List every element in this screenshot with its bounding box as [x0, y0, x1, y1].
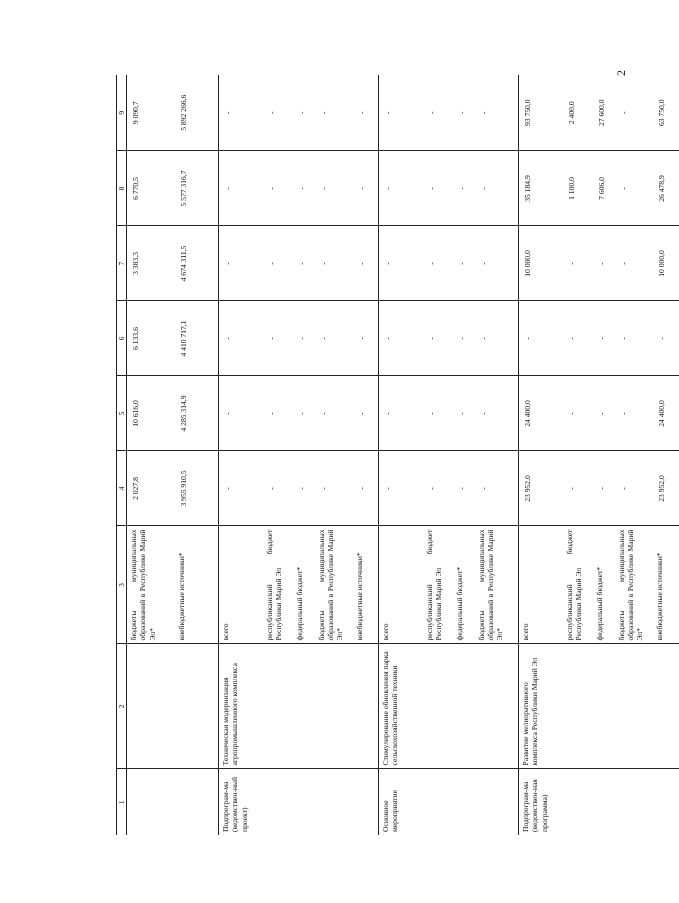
amount-cell: 6 770,5 [127, 151, 175, 226]
funding-source-cell: бюджеты муниципальных образований в Республике Марий Эл* [475, 526, 519, 644]
amount-cell: - [263, 226, 293, 301]
program-name-cell [653, 644, 679, 769]
table-row [379, 75, 423, 835]
amount-cell: - [379, 151, 423, 226]
amount-cell: - [563, 226, 593, 301]
table-row [615, 75, 653, 835]
amount-cell: - [353, 376, 379, 451]
amount-cell: - [453, 151, 475, 226]
funding-source-cell: внебюджетные источники* [353, 526, 379, 644]
program-name-cell: Стимулирование обновления парка сельскохозяйственной техники [379, 644, 423, 769]
amount-cell: 2 027,8 [127, 451, 175, 526]
amount-cell: - [453, 75, 475, 151]
col-header: 8 [117, 151, 127, 226]
col-header: 4 [117, 451, 127, 526]
amount-cell: - [475, 226, 519, 301]
program-type-cell [593, 769, 615, 835]
amount-cell: - [475, 376, 519, 451]
program-name-cell [263, 644, 293, 769]
amount-cell: - [423, 301, 453, 376]
amount-cell: - [453, 451, 475, 526]
amount-cell: 4 674 311,5 [175, 226, 219, 301]
program-type-cell [653, 769, 679, 835]
amount-cell: - [353, 151, 379, 226]
amount-cell: - [475, 301, 519, 376]
amount-cell: - [219, 376, 263, 451]
amount-cell: 23 952,0 [519, 451, 563, 526]
program-name-cell [475, 644, 519, 769]
amount-cell: - [353, 75, 379, 151]
header-row [117, 75, 127, 835]
table-row [453, 75, 475, 835]
funding-source-cell: республиканский бюджет Республики Марий Эл [563, 526, 593, 644]
table-row [563, 75, 593, 835]
table-row [423, 75, 453, 835]
program-type-cell [453, 769, 475, 835]
amount-cell: 9 090,7 [127, 75, 175, 151]
program-name-cell [563, 644, 593, 769]
amount-cell: - [379, 75, 423, 151]
amount-cell: - [593, 376, 615, 451]
amount-cell: - [423, 376, 453, 451]
amount-cell: - [293, 301, 315, 376]
amount-cell: - [423, 226, 453, 301]
amount-cell: 3 383,3 [127, 226, 175, 301]
program-name-cell [593, 644, 615, 769]
amount-cell: - [593, 301, 615, 376]
amount-cell: 3 955 910,5 [175, 451, 219, 526]
funding-source-cell: всего [519, 526, 563, 644]
amount-cell: - [219, 151, 263, 226]
amount-cell: - [353, 451, 379, 526]
funding-source-cell: федеральный бюджет* [593, 526, 615, 644]
amount-cell: 5 577 316,7 [175, 151, 219, 226]
amount-cell: - [293, 75, 315, 151]
amount-cell: - [453, 376, 475, 451]
amount-cell: - [315, 226, 353, 301]
amount-cell: 5 892 266,6 [175, 75, 219, 151]
amount-cell: - [315, 151, 353, 226]
program-type-cell [615, 769, 653, 835]
funding-source-cell: федеральный бюджет* [453, 526, 475, 644]
table-row [219, 75, 263, 835]
col-header: 3 [117, 526, 127, 644]
program-type-cell: Основное мероприятие [379, 769, 423, 835]
amount-cell: - [475, 451, 519, 526]
amount-cell: 93 750,0 [519, 75, 563, 151]
program-type-cell [127, 769, 175, 835]
program-name-cell: Развитие мелиоративного комплекса Республики Марий Эл [519, 644, 563, 769]
amount-cell: - [593, 451, 615, 526]
funding-source-cell: внебюджетные источники* [653, 526, 679, 644]
program-type-cell [353, 769, 379, 835]
table-row [315, 75, 353, 835]
amount-cell: - [219, 451, 263, 526]
amount-cell: 35 184,9 [519, 151, 563, 226]
col-header: 6 [117, 301, 127, 376]
funding-source-cell: республиканский бюджет Республики Марий Эл [423, 526, 453, 644]
amount-cell: - [315, 301, 353, 376]
table-row [519, 75, 563, 835]
amount-cell: - [615, 301, 653, 376]
amount-cell: 23 952,0 [653, 451, 679, 526]
program-type-cell [475, 769, 519, 835]
amount-cell: - [379, 301, 423, 376]
rotated-page [116, 75, 666, 835]
amount-cell: - [293, 151, 315, 226]
table-row [653, 75, 679, 835]
table-row [175, 75, 219, 835]
program-name-cell [423, 644, 453, 769]
program-name-cell [453, 644, 475, 769]
amount-cell: - [219, 301, 263, 376]
amount-cell: 10 616,0 [127, 376, 175, 451]
funding-source-cell: бюджеты муниципальных образований в Республике Марий Эл* [127, 526, 175, 644]
amount-cell: 10 000,0 [519, 226, 563, 301]
program-name-cell [615, 644, 653, 769]
page-number: 2 [614, 70, 628, 76]
program-name-cell [127, 644, 175, 769]
amount-cell: - [453, 226, 475, 301]
amount-cell: - [615, 151, 653, 226]
table-row [127, 75, 175, 835]
funding-table [116, 75, 679, 835]
amount-cell: - [353, 301, 379, 376]
table-row [293, 75, 315, 835]
amount-cell: - [563, 451, 593, 526]
amount-cell: - [315, 376, 353, 451]
amount-cell: - [263, 376, 293, 451]
amount-cell: - [475, 75, 519, 151]
program-name-cell [293, 644, 315, 769]
amount-cell: 24 400,0 [519, 376, 563, 451]
amount-cell: - [453, 301, 475, 376]
table-row [353, 75, 379, 835]
amount-cell: 4 285 314,9 [175, 376, 219, 451]
amount-cell: - [219, 226, 263, 301]
amount-cell: - [293, 226, 315, 301]
funding-source-cell: федеральный бюджет* [293, 526, 315, 644]
amount-cell: - [263, 451, 293, 526]
amount-cell: - [263, 75, 293, 151]
amount-cell: - [563, 376, 593, 451]
table-row [263, 75, 293, 835]
funding-source-cell: республиканский бюджет Республики Марий Эл [263, 526, 293, 644]
program-type-cell [175, 769, 219, 835]
funding-source-cell: внебюджетные источники* [175, 526, 219, 644]
program-type-cell [423, 769, 453, 835]
amount-cell: 26 478,9 [653, 151, 679, 226]
amount-cell: - [219, 75, 263, 151]
program-type-cell [563, 769, 593, 835]
program-type-cell [315, 769, 353, 835]
amount-cell: - [563, 301, 593, 376]
funding-source-cell: бюджеты муниципальных образований в Республике Марий Эл* [615, 526, 653, 644]
amount-cell: 4 410 717,1 [175, 301, 219, 376]
program-name-cell [353, 644, 379, 769]
amount-cell: - [379, 451, 423, 526]
program-name-cell: Техническая модернизация агропромышленного комплекса [219, 644, 263, 769]
col-header: 2 [117, 644, 127, 769]
amount-cell: - [263, 151, 293, 226]
amount-cell: - [379, 376, 423, 451]
col-header: 9 [117, 75, 127, 151]
funding-source-cell: всего [379, 526, 423, 644]
col-header: 7 [117, 226, 127, 301]
amount-cell: - [423, 75, 453, 151]
amount-cell: - [615, 75, 653, 151]
table-body [127, 75, 679, 835]
amount-cell: 27 600,0 [593, 75, 615, 151]
col-header: 1 [117, 769, 127, 835]
amount-cell: - [353, 226, 379, 301]
funding-source-cell: бюджеты муниципальных образований в Республике Марий Эл* [315, 526, 353, 644]
program-type-cell [263, 769, 293, 835]
program-name-cell [175, 644, 219, 769]
amount-cell: - [615, 451, 653, 526]
amount-cell: - [423, 451, 453, 526]
amount-cell: - [315, 75, 353, 151]
amount-cell: - [293, 451, 315, 526]
amount-cell: - [615, 376, 653, 451]
amount-cell: - [263, 301, 293, 376]
amount-cell: - [293, 376, 315, 451]
amount-cell: 24 400,0 [653, 376, 679, 451]
amount-cell: 6 133,6 [127, 301, 175, 376]
amount-cell: 63 750,0 [653, 75, 679, 151]
amount-cell: 10 000,0 [653, 226, 679, 301]
program-type-cell: Подпрограм-ма (ведомствен-ная программа) [519, 769, 563, 835]
amount-cell: 7 606,0 [593, 151, 615, 226]
program-type-cell: Подпрограм-ма (ведомствен-ный проект) [219, 769, 263, 835]
amount-cell: 2 400,0 [563, 75, 593, 151]
table-row [593, 75, 615, 835]
amount-cell: - [593, 226, 615, 301]
program-type-cell [293, 769, 315, 835]
amount-cell: - [379, 226, 423, 301]
amount-cell: - [315, 451, 353, 526]
amount-cell: - [519, 301, 563, 376]
program-name-cell [315, 644, 353, 769]
funding-source-cell: всего [219, 526, 263, 644]
amount-cell: 1 100,0 [563, 151, 593, 226]
amount-cell: - [615, 226, 653, 301]
amount-cell: - [475, 151, 519, 226]
col-header: 5 [117, 376, 127, 451]
amount-cell: - [423, 151, 453, 226]
amount-cell: - [653, 301, 679, 376]
table-row [475, 75, 519, 835]
